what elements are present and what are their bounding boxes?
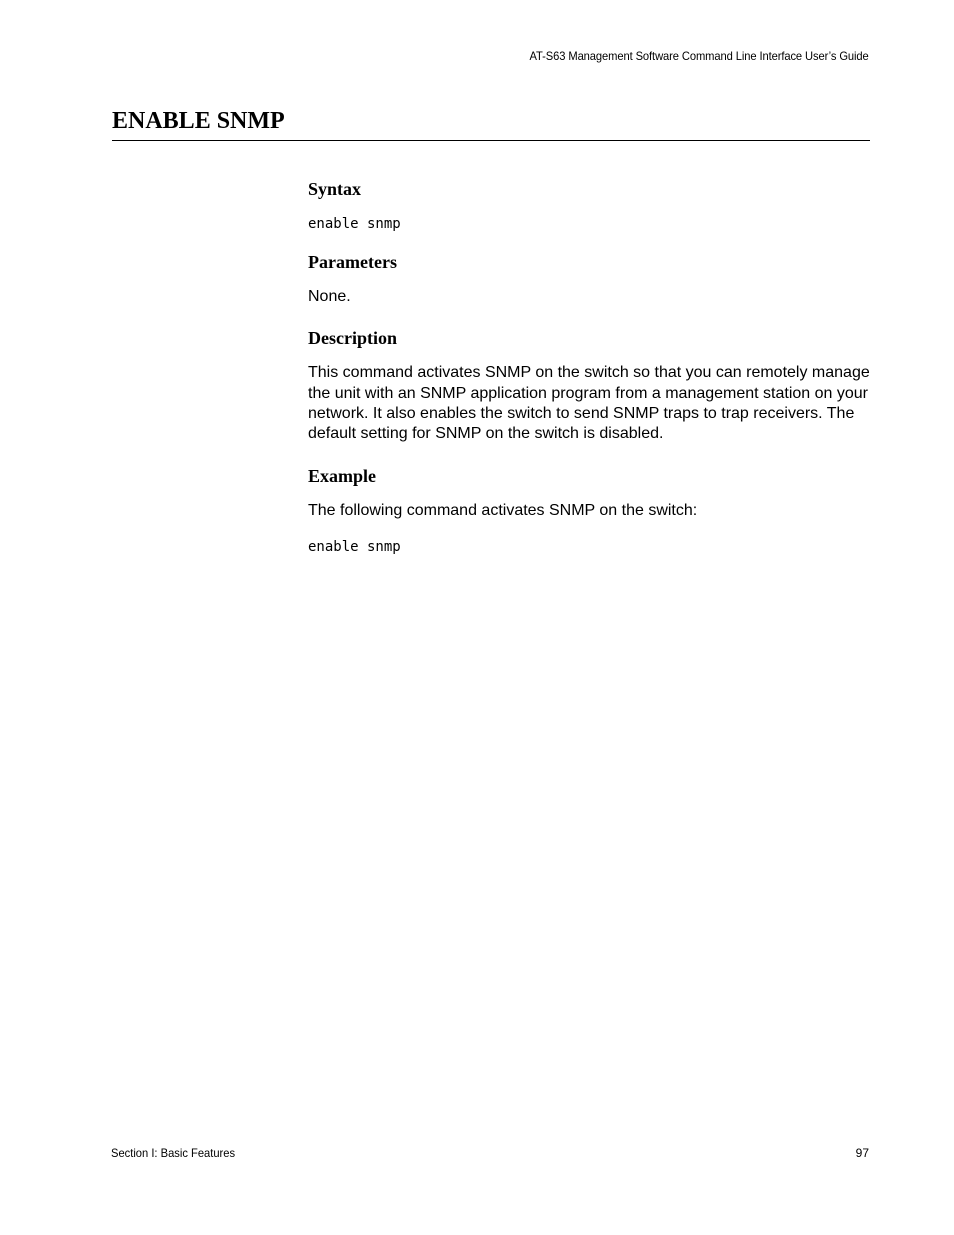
example-code: enable snmp: [308, 538, 401, 555]
example-heading: Example: [308, 466, 377, 487]
parameters-text: None.: [308, 288, 351, 305]
command-content: [308, 176, 870, 557]
description-heading: Description: [308, 328, 397, 349]
example-text: The following command activates SNMP on the switch:: [308, 502, 698, 520]
syntax-heading: Syntax: [308, 179, 362, 199]
description-text: This command activates SNMP on the switch so that you can remotely manage the unit with an SNMP application program from a management station on your network. It also enables the switch to send SNMP traps to trap receivers. The default setting for SNMP on the switch is disabled.: [308, 364, 870, 443]
footer-page-number: 97: [855, 1146, 869, 1160]
running-header: AT-S63 Management Software Command Line Interface User’s Guide: [529, 49, 869, 63]
footer-section-label: Section I: Basic Features: [111, 1146, 236, 1160]
syntax-code: enable snmp: [308, 216, 401, 232]
page-title: ENABLE SNMP: [112, 108, 285, 134]
parameters-heading: Parameters: [308, 252, 397, 272]
title-divider: [112, 140, 870, 141]
